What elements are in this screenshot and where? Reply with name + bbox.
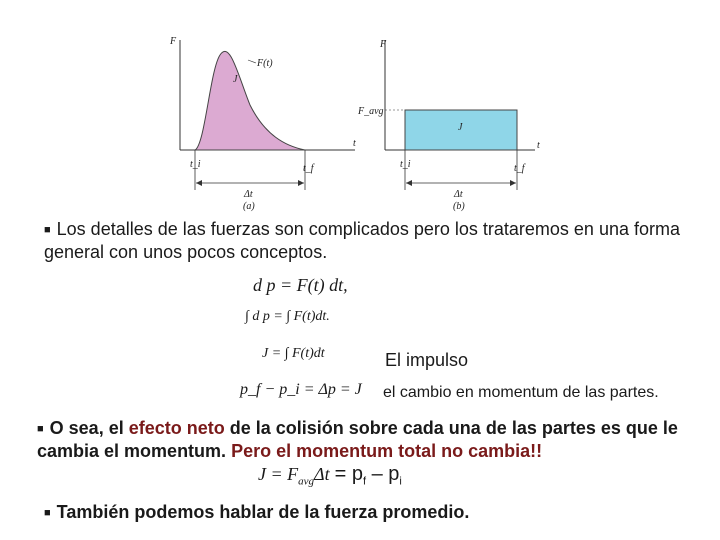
avg-eq-i: i <box>399 475 402 488</box>
conclusion-part2: de la colisión sobre cada una de las partes es que le cambia el momentum. <box>37 418 678 461</box>
conclusion-paragraph <box>37 417 697 462</box>
graph-b-caption: (b) <box>453 201 465 212</box>
force-pulse-area <box>195 51 305 150</box>
graph-a-y-label: F <box>170 36 177 47</box>
graph-a-t-axis: t <box>353 138 356 149</box>
avg-eq-pf: = p <box>334 463 363 485</box>
graph-a-tf: t_f <box>303 163 314 174</box>
intro-paragraph <box>44 218 694 263</box>
graph-a-curve-label: F(t) <box>257 58 273 69</box>
bullet-icon: ■ <box>37 423 44 435</box>
average-force-text: También podemos hablar de la fuerza promedio. <box>56 502 470 522</box>
avg-eq-pi: – p <box>366 463 400 485</box>
graph-b-y-label: F <box>380 39 387 50</box>
graph-b-area-label: J <box>458 122 463 133</box>
equation-integral: ∫ d p = ∫ F(t)dt. <box>245 309 330 324</box>
graph-b-interval: Δt <box>454 189 463 200</box>
avg-eq-f: f <box>362 475 367 488</box>
equation-momentum-change: p_f − p_i = Δp = J <box>240 381 362 398</box>
graph-a-caption: (a) <box>243 201 255 212</box>
graph-a-area-label: J <box>233 74 238 85</box>
avg-eq-sub: avg <box>298 475 315 488</box>
average-force-equation <box>258 463 402 488</box>
graph-b-ti: t_i <box>400 159 411 170</box>
average-force-paragraph <box>44 501 469 524</box>
momentum-change-label: el cambio en momentum de las partes. <box>383 384 659 401</box>
graph-a <box>169 36 356 212</box>
graph-a-ti: t_i <box>190 159 201 170</box>
total-momentum-highlight: Pero el momentum total no cambia!! <box>231 441 543 461</box>
equation-dp: d p = F(t) dt, <box>253 275 348 295</box>
graph-a-interval: Δt <box>244 189 253 200</box>
bullet-icon: ■ <box>44 507 51 519</box>
avg-eq-lhs: J = F <box>258 464 299 484</box>
graph-b <box>357 39 540 212</box>
equation-impulse: J = ∫ F(t)dt <box>262 346 325 361</box>
graph-b-tf: t_f <box>514 163 525 174</box>
graph-b-avg-label: F_avg <box>358 106 384 117</box>
graph-b-t-axis: t <box>537 140 540 151</box>
impulse-figure <box>160 30 560 215</box>
bullet-icon: ■ <box>44 224 51 236</box>
impulse-label: El impulso <box>385 350 469 370</box>
intro-text: Los detalles de las fuerzas son complicados pero los trataremos en una forma general con unos pocos conceptos. <box>44 219 680 262</box>
avg-eq-dt: Δt <box>314 464 330 484</box>
net-effect-highlight: efecto neto <box>128 418 225 438</box>
conclusion-part1: O sea, el <box>49 418 129 438</box>
